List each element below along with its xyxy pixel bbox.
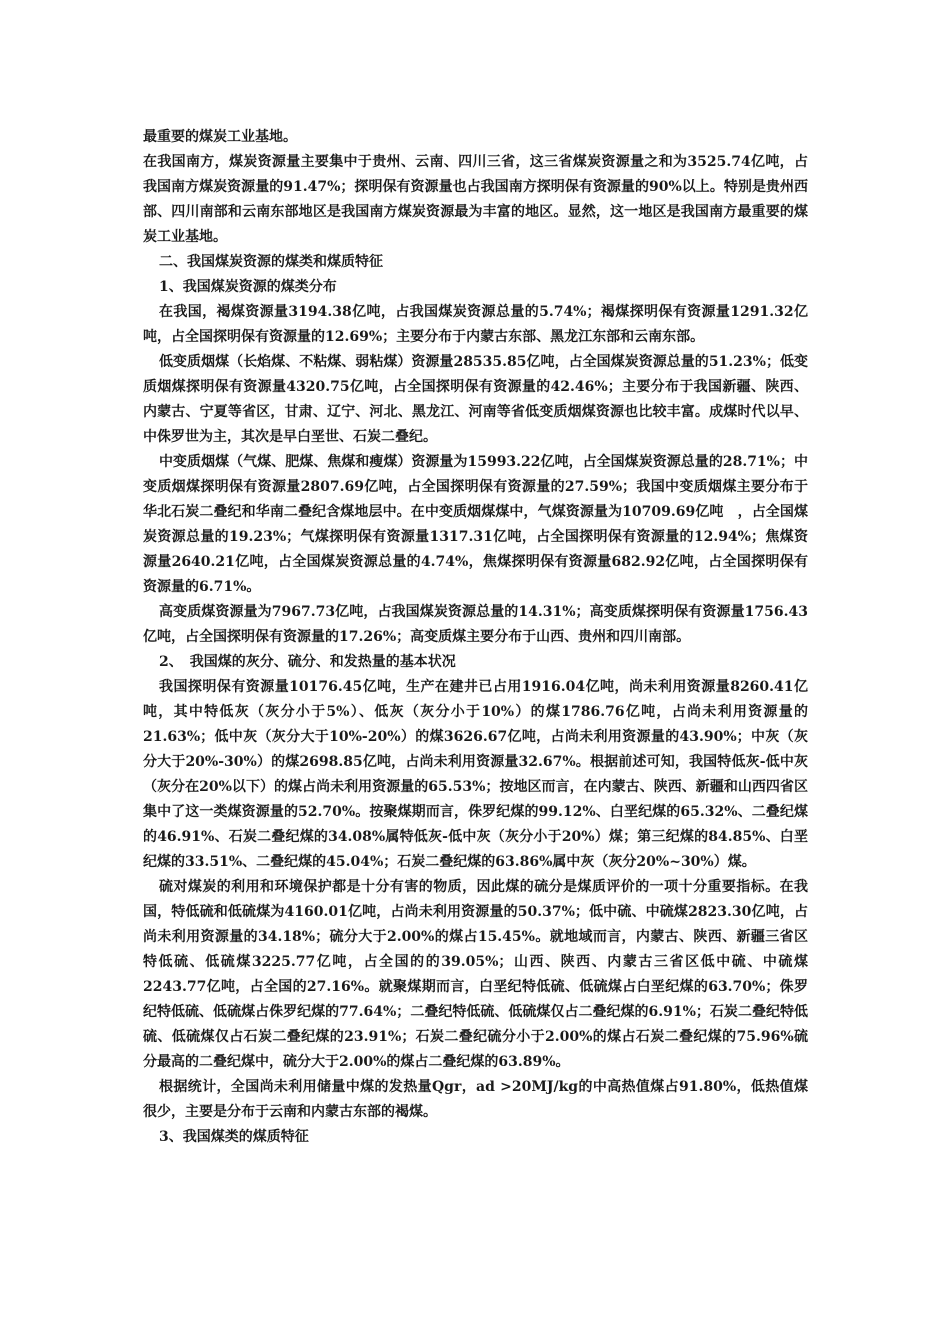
subsection-heading-3: 3、我国煤类的煤质特征 bbox=[159, 1129, 309, 1145]
subsection-heading-1: 1、我国煤炭资源的煤类分布 bbox=[159, 279, 337, 295]
document-body bbox=[143, 125, 808, 1150]
paragraph-high-rank-coal: 高变质煤资源量为7967.73亿吨，占我国煤炭资源总量的14.31%；高变质煤探明保有资源量1756.43亿吨，占全国探明保有资源量的17.26%；高变质煤主要分布于山西、贵州和四川南部。 bbox=[143, 604, 808, 645]
subsection-heading-2: 2、 我国煤的灰分、硫分、和发热量的基本状况 bbox=[159, 654, 456, 670]
paragraph-medium-rank-coal: 中变质烟煤（气煤、肥煤、焦煤和瘦煤）资源量为15993.22亿吨，占全国煤炭资源总量的28.71%；中变质烟煤探明保有资源量2807.69亿吨，占全国探明保有资源量的27.59%；我国中变质烟煤主要分布于华北石炭二叠纪和华南二叠纪含煤地层中。在中变质烟煤煤中，气煤资源量为10709.69亿吨 ，占全国煤炭资源总量的19.23%；气煤探明保有资源量1317.31亿吨，占全国探明保有资源量的12.94%；焦煤资源量2640.21亿吨，占全国煤炭资源总量的4.74%，焦煤探明保有资源量682.92亿吨，占全国探明保有资源量的6.71%。 bbox=[143, 454, 808, 595]
paragraph-sulfur-content: 硫对煤炭的利用和环境保护都是十分有害的物质，因此煤的硫分是煤质评价的一项十分重要指标。在我国，特低硫和低硫煤为4160.01亿吨，占尚未利用资源量的50.37%；低中硫、中硫煤2823.30亿吨，占尚未利用资源量的34.18%；硫分大于2.00%的煤占15.45%。就地域而言，内蒙古、陕西、新疆三省区特低硫、低硫煤3225.77亿吨，占全国的的39.05%；山西、陕西、内蒙古三省区低中硫、中硫煤2243.77亿吨，占全国的27.16%。就聚煤期而言，白垩纪特低硫、低硫煤占白垩纪煤的63.70%；侏罗纪特低硫、低硫煤占侏罗纪煤的77.64%；二叠纪特低硫、低硫煤仅占二叠纪煤的6.91%；石炭二叠纪特低硫、低硫煤仅占石炭二叠纪煤的23.91%；石炭二叠纪硫分小于2.00%的煤占石炭二叠纪煤的75.96%硫分最高的二叠纪煤中，硫分大于2.00%的煤占二叠纪煤的63.89%。 bbox=[143, 879, 808, 1070]
paragraph-ash-content: 我国探明保有资源量10176.45亿吨，生产在建井已占用1916.04亿吨，尚未利用资源量8260.41亿吨，其中特低灰（灰分小于5%）、低灰（灰分小于10%）的煤1786.76亿吨，占尚未利用资源量的21.63%；低中灰（灰分大于10%-20%）的煤3626.67亿吨，占尚未利用资源量的43.90%；中灰（灰分大于20%-30%）的煤2698.85亿吨，占尚未利用资源量32.67%。根据前述可知，我国特低灰-低中灰（灰分在20%以下）的煤占尚未利用资源量的65.53%；按地区而言，在内蒙古、陕西、新疆和山西四省区集中了这一类煤资源量的52.70%。按聚煤期而言，侏罗纪煤的99.12%、白垩纪煤的65.32%、二叠纪煤的46.91%、石炭二叠纪煤的34.08%属特低灰-低中灰（灰分小于20%）煤；第三纪煤的84.85%、白垩纪煤的33.51%、二叠纪煤的45.04%；石炭二叠纪煤的63.86%属中灰（灰分20%~30%）煤。 bbox=[143, 679, 808, 870]
paragraph-continuation: 最重要的煤炭工业基地。 bbox=[143, 129, 297, 145]
paragraph-lignite: 在我国，褐煤资源量3194.38亿吨，占我国煤炭资源总量的5.74%；褐煤探明保有资源量1291.32亿吨，占全国探明保有资源量的12.69%；主要分布于内蒙古东部、黑龙江东部和云南东部。 bbox=[143, 304, 808, 345]
section-heading-2: 二、我国煤炭资源的煤类和煤质特征 bbox=[159, 254, 383, 270]
paragraph-low-rank-coal: 低变质烟煤（长焰煤、不粘煤、弱粘煤）资源量28535.85亿吨，占全国煤炭资源总量的51.23%；低变质烟煤探明保有资源量4320.75亿吨，占全国探明保有资源量的42.46%；主要分布于我国新疆、陕西、内蒙古、宁夏等省区，甘肃、辽宁、河北、黑龙江、河南等省低变质烟煤资源也比较丰富。成煤时代以早、中侏罗世为主，其次是早白垩世、石炭二叠纪。 bbox=[143, 354, 808, 445]
paragraph-calorific-value: 根据统计，全国尚未利用储量中煤的发热量Qgr，ad >20MJ/kg的中高热值煤占91.80%，低热值煤很少，主要是分布于云南和内蒙古东部的褐煤。 bbox=[143, 1079, 808, 1120]
paragraph-southern-china: 在我国南方，煤炭资源量主要集中于贵州、云南、四川三省，这三省煤炭资源量之和为3525.74亿吨，占我国南方煤炭资源量的91.47%；探明保有资源量也占我国南方探明保有资源量的90%以上。特别是贵州西部、四川南部和云南东部地区是我国南方煤炭资源最为丰富的地区。显然，这一地区是我国南方最重要的煤炭工业基地。 bbox=[143, 154, 808, 245]
